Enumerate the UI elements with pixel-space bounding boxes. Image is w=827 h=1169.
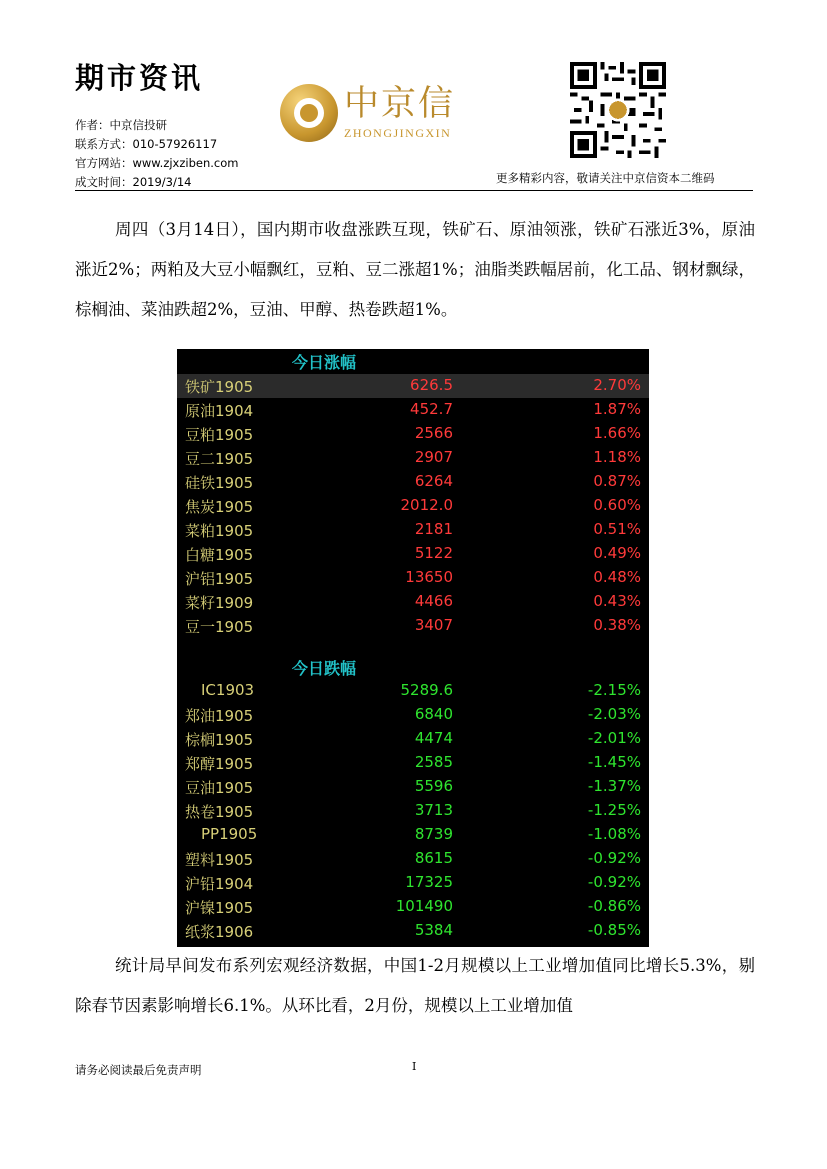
change-percent: -0.86% (587, 897, 641, 915)
contract-name: 郑油1905 (185, 707, 254, 725)
change-percent: 0.48% (593, 568, 641, 586)
contract-name: 豆二1905 (185, 450, 254, 468)
author-meta (75, 116, 238, 192)
website-link[interactable]: 官方网站：www.zjxziben.com (75, 156, 239, 170)
contract-name: 郑醇1905 (185, 755, 254, 773)
contract-name: 沪铅1904 (185, 875, 254, 893)
table-row (177, 470, 649, 494)
table-row (177, 614, 649, 638)
table-row (177, 590, 649, 614)
contract-name: 硅铁1905 (185, 474, 254, 492)
losers-title: 今日跌幅 (292, 659, 357, 678)
contract-price: 2907 (414, 448, 453, 466)
change-percent: 2.70% (593, 376, 641, 394)
change-percent: -2.03% (587, 705, 641, 723)
contract-price: 13650 (405, 568, 453, 586)
qr-caption: 更多精彩内容，敬请关注中京信资本二维码 (496, 171, 715, 185)
contract-name: 原油1904 (185, 402, 254, 420)
losers-header (177, 655, 649, 677)
change-percent: -0.92% (587, 873, 641, 891)
table-row (177, 727, 649, 751)
gainers-title: 今日涨幅 (292, 353, 357, 372)
contract-price: 452.7 (410, 400, 453, 418)
table-row (177, 374, 649, 398)
contract-name: 塑料1905 (185, 851, 254, 869)
change-percent: 1.66% (593, 424, 641, 442)
contract-name: 铁矿1905 (185, 378, 254, 396)
company-logo (280, 84, 480, 144)
contract-price: 626.5 (410, 376, 453, 394)
contract-price: 3407 (414, 616, 453, 634)
contract-name: 豆粕1905 (185, 426, 254, 444)
contract-price: 2585 (414, 753, 453, 771)
change-percent: -0.85% (587, 921, 641, 939)
contract-name: 焦炭1905 (185, 498, 254, 516)
table-row (177, 518, 649, 542)
table-row (177, 823, 649, 847)
change-percent: 0.87% (593, 472, 641, 490)
contract-name: 棕榈1905 (185, 731, 254, 749)
change-percent: -1.25% (587, 801, 641, 819)
contract-price: 2012.0 (400, 496, 453, 514)
contract-price: 5596 (414, 777, 453, 795)
contract-price: 101490 (395, 897, 453, 915)
contract-price: 8615 (414, 849, 453, 867)
contract-price: 4474 (414, 729, 453, 747)
contract-name: 沪镍1905 (185, 899, 254, 917)
change-percent: 1.18% (593, 448, 641, 466)
change-percent: -2.15% (587, 681, 641, 699)
change-percent: 0.60% (593, 496, 641, 514)
table-row (177, 919, 649, 943)
change-percent: -1.45% (587, 753, 641, 771)
logo-text-en: ZHONGJINGXIN (344, 126, 452, 140)
table-row (177, 494, 649, 518)
market-movers-table (177, 349, 649, 947)
table-row (177, 679, 649, 703)
change-percent: 0.51% (593, 520, 641, 538)
contract-name: 菜籽1909 (185, 594, 254, 612)
contract-price: 8739 (414, 825, 453, 843)
contract-price: 17325 (405, 873, 453, 891)
table-row (177, 703, 649, 727)
contract-price: 5289.6 (400, 681, 453, 699)
contract-price: 5122 (414, 544, 453, 562)
table-row (177, 847, 649, 871)
contract-name: 热卷1905 (185, 803, 254, 821)
logo-text-cn: 中京信 (344, 84, 456, 124)
change-percent: -1.08% (587, 825, 641, 843)
contract-price: 6264 (414, 472, 453, 490)
table-row (177, 895, 649, 919)
author: 作者：中京信投研 (75, 118, 167, 132)
table-row (177, 775, 649, 799)
table-row (177, 751, 649, 775)
change-percent: -2.01% (587, 729, 641, 747)
table-row (177, 871, 649, 895)
contract-name: 白糖1905 (185, 546, 254, 564)
page-number: I (412, 1060, 417, 1073)
header-divider (75, 190, 753, 191)
contract-name: IC1903 (201, 681, 255, 699)
contract-name: 纸浆1906 (185, 923, 254, 941)
table-row (177, 446, 649, 470)
contract-name: PP1905 (201, 825, 258, 843)
logo-emblem-icon (280, 84, 338, 142)
contract-name: 沪铝1905 (185, 570, 254, 588)
table-row (177, 799, 649, 823)
contact: 联系方式：010-57926117 (75, 137, 218, 151)
change-percent: 1.87% (593, 400, 641, 418)
table-row (177, 542, 649, 566)
disclaimer-note: 请务必阅读最后免责声明 (75, 1063, 202, 1077)
change-percent: 0.38% (593, 616, 641, 634)
contract-price: 2181 (414, 520, 453, 538)
table-row (177, 422, 649, 446)
change-percent: 0.49% (593, 544, 641, 562)
contract-price: 5384 (414, 921, 453, 939)
contract-name: 豆油1905 (185, 779, 254, 797)
table-row (177, 398, 649, 422)
contract-name: 豆一1905 (185, 618, 254, 636)
contract-price: 4466 (414, 592, 453, 610)
change-percent: -1.37% (587, 777, 641, 795)
page-title: 期市资讯 (75, 61, 204, 95)
change-percent: -0.92% (587, 849, 641, 867)
contract-price: 3713 (414, 801, 453, 819)
market-summary-paragraph: 周四（3月14日），国内期市收盘涨跌互现，铁矿石、原油领涨，铁矿石涨近3%，原油涨近2%；两粕及大豆小幅飘红，豆粕、豆二涨超1%；油脂类跌幅居前，化工品、钢材飘绿，棕榈油、菜油跌超2%，豆油、甲醇、热卷跌超1%。 (75, 220, 755, 319)
date: 成文时间：2019/3/14 (75, 175, 192, 189)
table-row (177, 566, 649, 590)
macro-data-paragraph: 统计局早间发布系列宏观经济数据，中国1-2月规模以上工业增加值同比增长5.3%，剔除春节因素影响增长6.1%。从环比看，2月份，规模以上工业增加值 (75, 956, 755, 1015)
qr-code-icon (570, 62, 666, 158)
contract-price: 6840 (414, 705, 453, 723)
change-percent: 0.43% (593, 592, 641, 610)
contract-price: 2566 (414, 424, 453, 442)
gainers-header (177, 349, 649, 371)
contract-name: 菜粕1905 (185, 522, 254, 540)
